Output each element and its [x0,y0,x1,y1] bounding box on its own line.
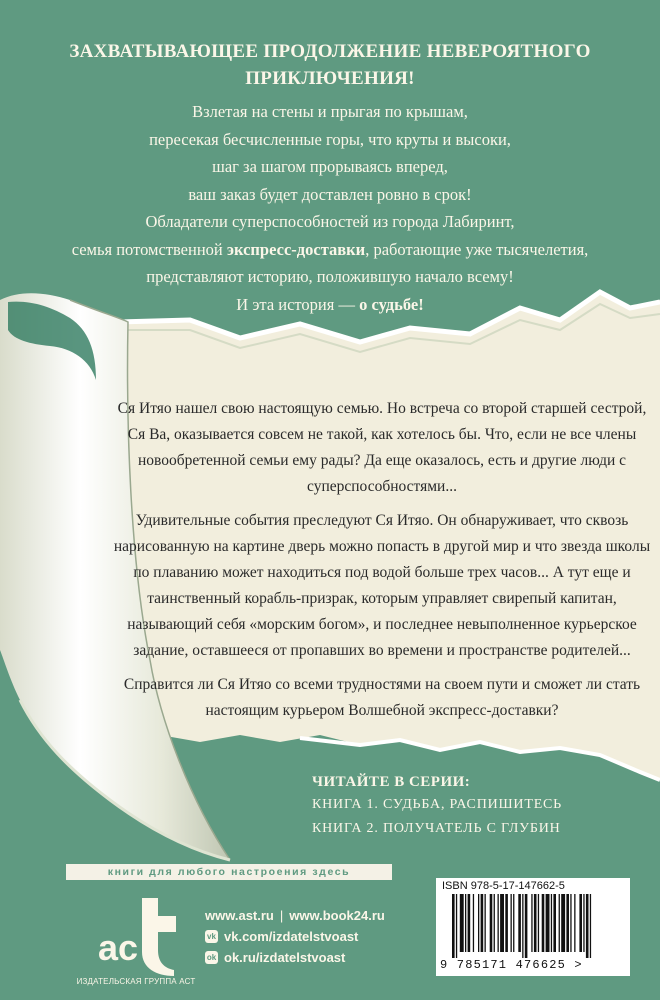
separator: | [279,908,284,923]
barcode-bar [574,894,575,952]
isbn-label: ISBN 978-5-17-147662-5 [442,880,565,892]
barcode-bar [456,894,457,958]
barcode-bar [538,894,539,952]
intro-line: Взлетая на стены и прыгая по крышам, [192,102,468,121]
website-link[interactable]: www.book24.ru [289,908,385,923]
barcode-bar [511,894,512,952]
barcode-bar [542,894,545,952]
series-list [312,771,632,841]
barcode-bar [473,894,474,952]
intro-line: представляют историю, положившую начало всему! [146,267,514,286]
barcode-bar [579,894,582,952]
series-item: КНИГА 2. ПОЛУЧАТЕЛЬ С ГЛУБИН [312,821,561,836]
barcode-bar [505,894,508,952]
barcode-bar [490,894,493,952]
vk-link[interactable]: vk.com/izdatelstvoast [224,929,359,944]
publisher-links [205,905,385,968]
intro-line [40,236,620,264]
website-link[interactable]: www.ast.ru [205,908,274,923]
intro-line [40,291,620,319]
intro-emphasis: экспресс-доставки [226,239,366,259]
vk-icon: vk [205,930,218,943]
barcode-bar [553,894,556,952]
barcode-bar [546,894,550,952]
barcode-bar [513,894,514,952]
intro-line: пересекая бесчисленные горы, что круты и высоки, [149,129,511,149]
barcode-bar [570,894,571,952]
barcode-bar [518,894,521,952]
synopsis-paragraph: Ся Итяо нашел свою настоящую семью. Но встреча со второй старшей сестрой, Ся Ва, оказывается совсем не такой, как хотелось бы. Что, если не все члены новообретенной семьи ему рады? Да еще оказалось, есть и другие люди с суперспособностями... [117,400,647,495]
synopsis-paragraph: Удивительные события преследуют Ся Итяо. Он обнаруживает, что сквозь нарисованную на картине дверь можно попасть в другой мир и что звезда школы по плаванию может находиться под водой больше трех часов... А тут еще и таинственный корабль-призрак, которым управляет свирепый капитан, называющий себя «морским богом», и последнее невыполненное курьерское задание, оставшееся от пропавших во времени и пространстве родителей... [113,512,651,659]
intro-emphasis: о судьбе! [359,294,424,314]
barcode-bar [561,894,565,952]
ok-row [205,947,385,968]
barcode-bar [586,894,589,958]
series-title: ЧИТАЙТЕ В СЕРИИ: [312,774,471,790]
barcode-bar [531,894,532,952]
intro-text [40,98,620,318]
barcode-bar [559,894,560,952]
ok-link[interactable]: ok.ru/izdatelstvoast [224,950,346,965]
intro-line: ваш заказ будет доставлен ровно в срок! [188,184,472,204]
logo-lettering: ac [98,927,139,968]
barcode-bar [468,894,471,952]
barcode-bar [534,894,537,952]
barcode-bar [522,894,523,958]
barcode-bar [481,894,484,952]
barcode-bar [494,894,495,952]
headline: ЗАХВАТЫВАЮЩЕЕ ПРОДОЛЖЕНИЕ НЕВЕРОЯТНОГО ПРИКЛЮЧЕНИЯ! [69,41,591,89]
publisher-caption: ИЗДАТЕЛЬСКАЯ ГРУППА АСТ [76,977,196,986]
ok-icon: ok [206,953,217,962]
barcode-bar [465,894,466,952]
slogan-bar: книги для любого настроения здесь [66,864,392,880]
intro-text-part: , работающие уже тысячелетия, [365,239,589,259]
intro-text-part: И эта история — [236,294,360,314]
website-row [205,905,385,926]
barcode-bar [566,894,569,952]
intro-text-part: семья потомственной [71,239,227,259]
series-item: КНИГА 1. СУДЬБА, РАСПИШИТЕСЬ [312,797,563,812]
intro-line: шаг за шагом прорываясь вперед, [212,157,448,176]
barcode-bar [590,894,591,958]
barcode-bar [551,894,552,952]
barcode-bar [460,894,464,952]
barcode-bar [583,894,584,952]
barcode-bar [478,894,479,952]
barcode-bar [485,894,486,952]
ean-number: 9 785171 476625 > [440,958,583,972]
promo-block [40,38,620,318]
isbn-barcode-box [436,878,630,976]
barcode [442,894,624,958]
barcode-bar [498,894,499,952]
publisher-logo [76,888,196,984]
barcode-bar [500,894,504,952]
vk-row [205,926,385,947]
barcode-bar [525,894,528,958]
barcode-bar [452,894,455,958]
synopsis-paragraph: Справится ли Ся Итяо со всеми трудностями на своем пути и сможет ли стать настоящим курьером Волшебной экспресс-доставки? [123,676,641,719]
synopsis [112,396,652,732]
intro-line: Обладатели суперспособностей из города Лабиринт, [145,212,515,231]
